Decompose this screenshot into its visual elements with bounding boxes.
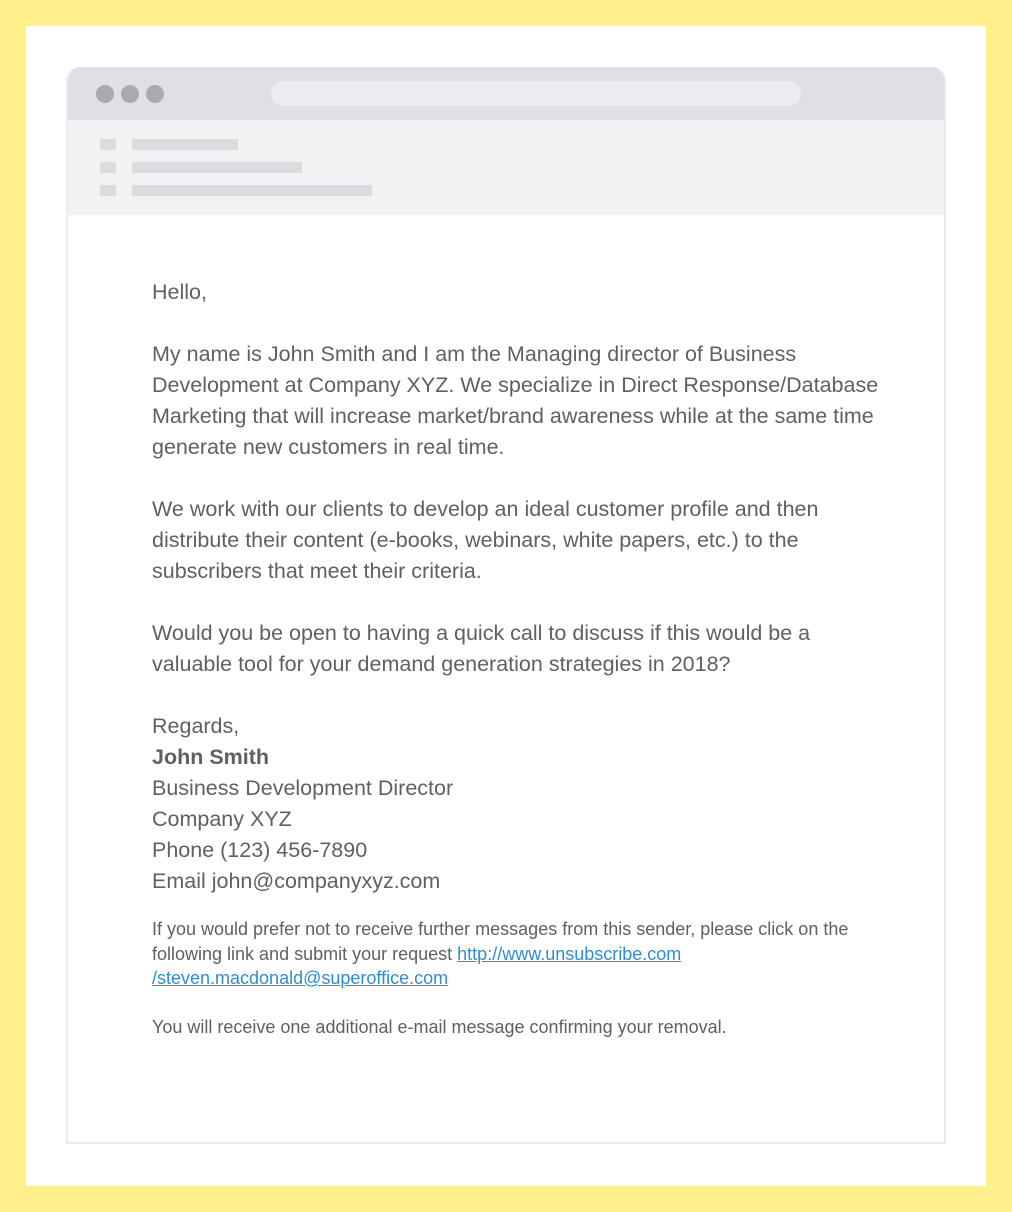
window-control-dot-icon[interactable] xyxy=(146,85,164,103)
placeholder-line xyxy=(132,139,238,150)
greeting: Hello, xyxy=(152,280,207,304)
placeholder-square xyxy=(100,185,116,196)
body-paragraph: Would you be open to having a quick call to discuss if this would be a valuable tool for your demand generation strategies in 2018? xyxy=(152,621,811,676)
signoff: Regards, xyxy=(152,714,240,738)
signature-phone: Phone (123) 456-7890 xyxy=(152,838,368,862)
placeholder-square xyxy=(100,162,116,173)
confirmation-notice: You will receive one additional e-mail message confirming your removal. xyxy=(152,1016,727,1037)
placeholder-line xyxy=(132,162,302,173)
window-control-dot-icon[interactable] xyxy=(96,85,114,103)
unsubscribe-text: If you would prefer not to receive further messages from this sender, please click on the following link and submit your request xyxy=(152,919,849,964)
signature-email: Email john@companyxyz.com xyxy=(152,869,441,893)
window-control-dot-icon[interactable] xyxy=(121,85,139,103)
email-body xyxy=(152,277,892,1039)
address-bar[interactable] xyxy=(271,81,801,106)
body-paragraph: We work with our clients to develop an ideal customer profile and then distribute their content (e-books, webinars, white papers, etc.) to the subscribers that meet their criteria. xyxy=(152,497,819,583)
placeholder-line xyxy=(132,185,372,196)
placeholder-square xyxy=(100,139,116,150)
unsubscribe-link[interactable]: http://www.unsubscribe.com xyxy=(457,943,682,964)
body-paragraph: My name is John Smith and I am the Managing director of Business Development at Company XYZ. We specialize in Direct Response/Database Marketing that will increase market/brand awareness while at the same time generate new customers in real time. xyxy=(152,342,879,459)
email-header-placeholder xyxy=(68,120,944,215)
email-window xyxy=(66,67,946,1144)
unsubscribe-notice xyxy=(152,917,892,991)
signature-company: Company XYZ xyxy=(152,807,292,831)
unsubscribe-link-path[interactable]: /steven.macdonald@superoffice.com xyxy=(152,968,449,988)
signature-title: Business Development Director xyxy=(152,776,454,800)
window-titlebar xyxy=(68,67,944,120)
signature-name: John Smith xyxy=(152,745,270,769)
